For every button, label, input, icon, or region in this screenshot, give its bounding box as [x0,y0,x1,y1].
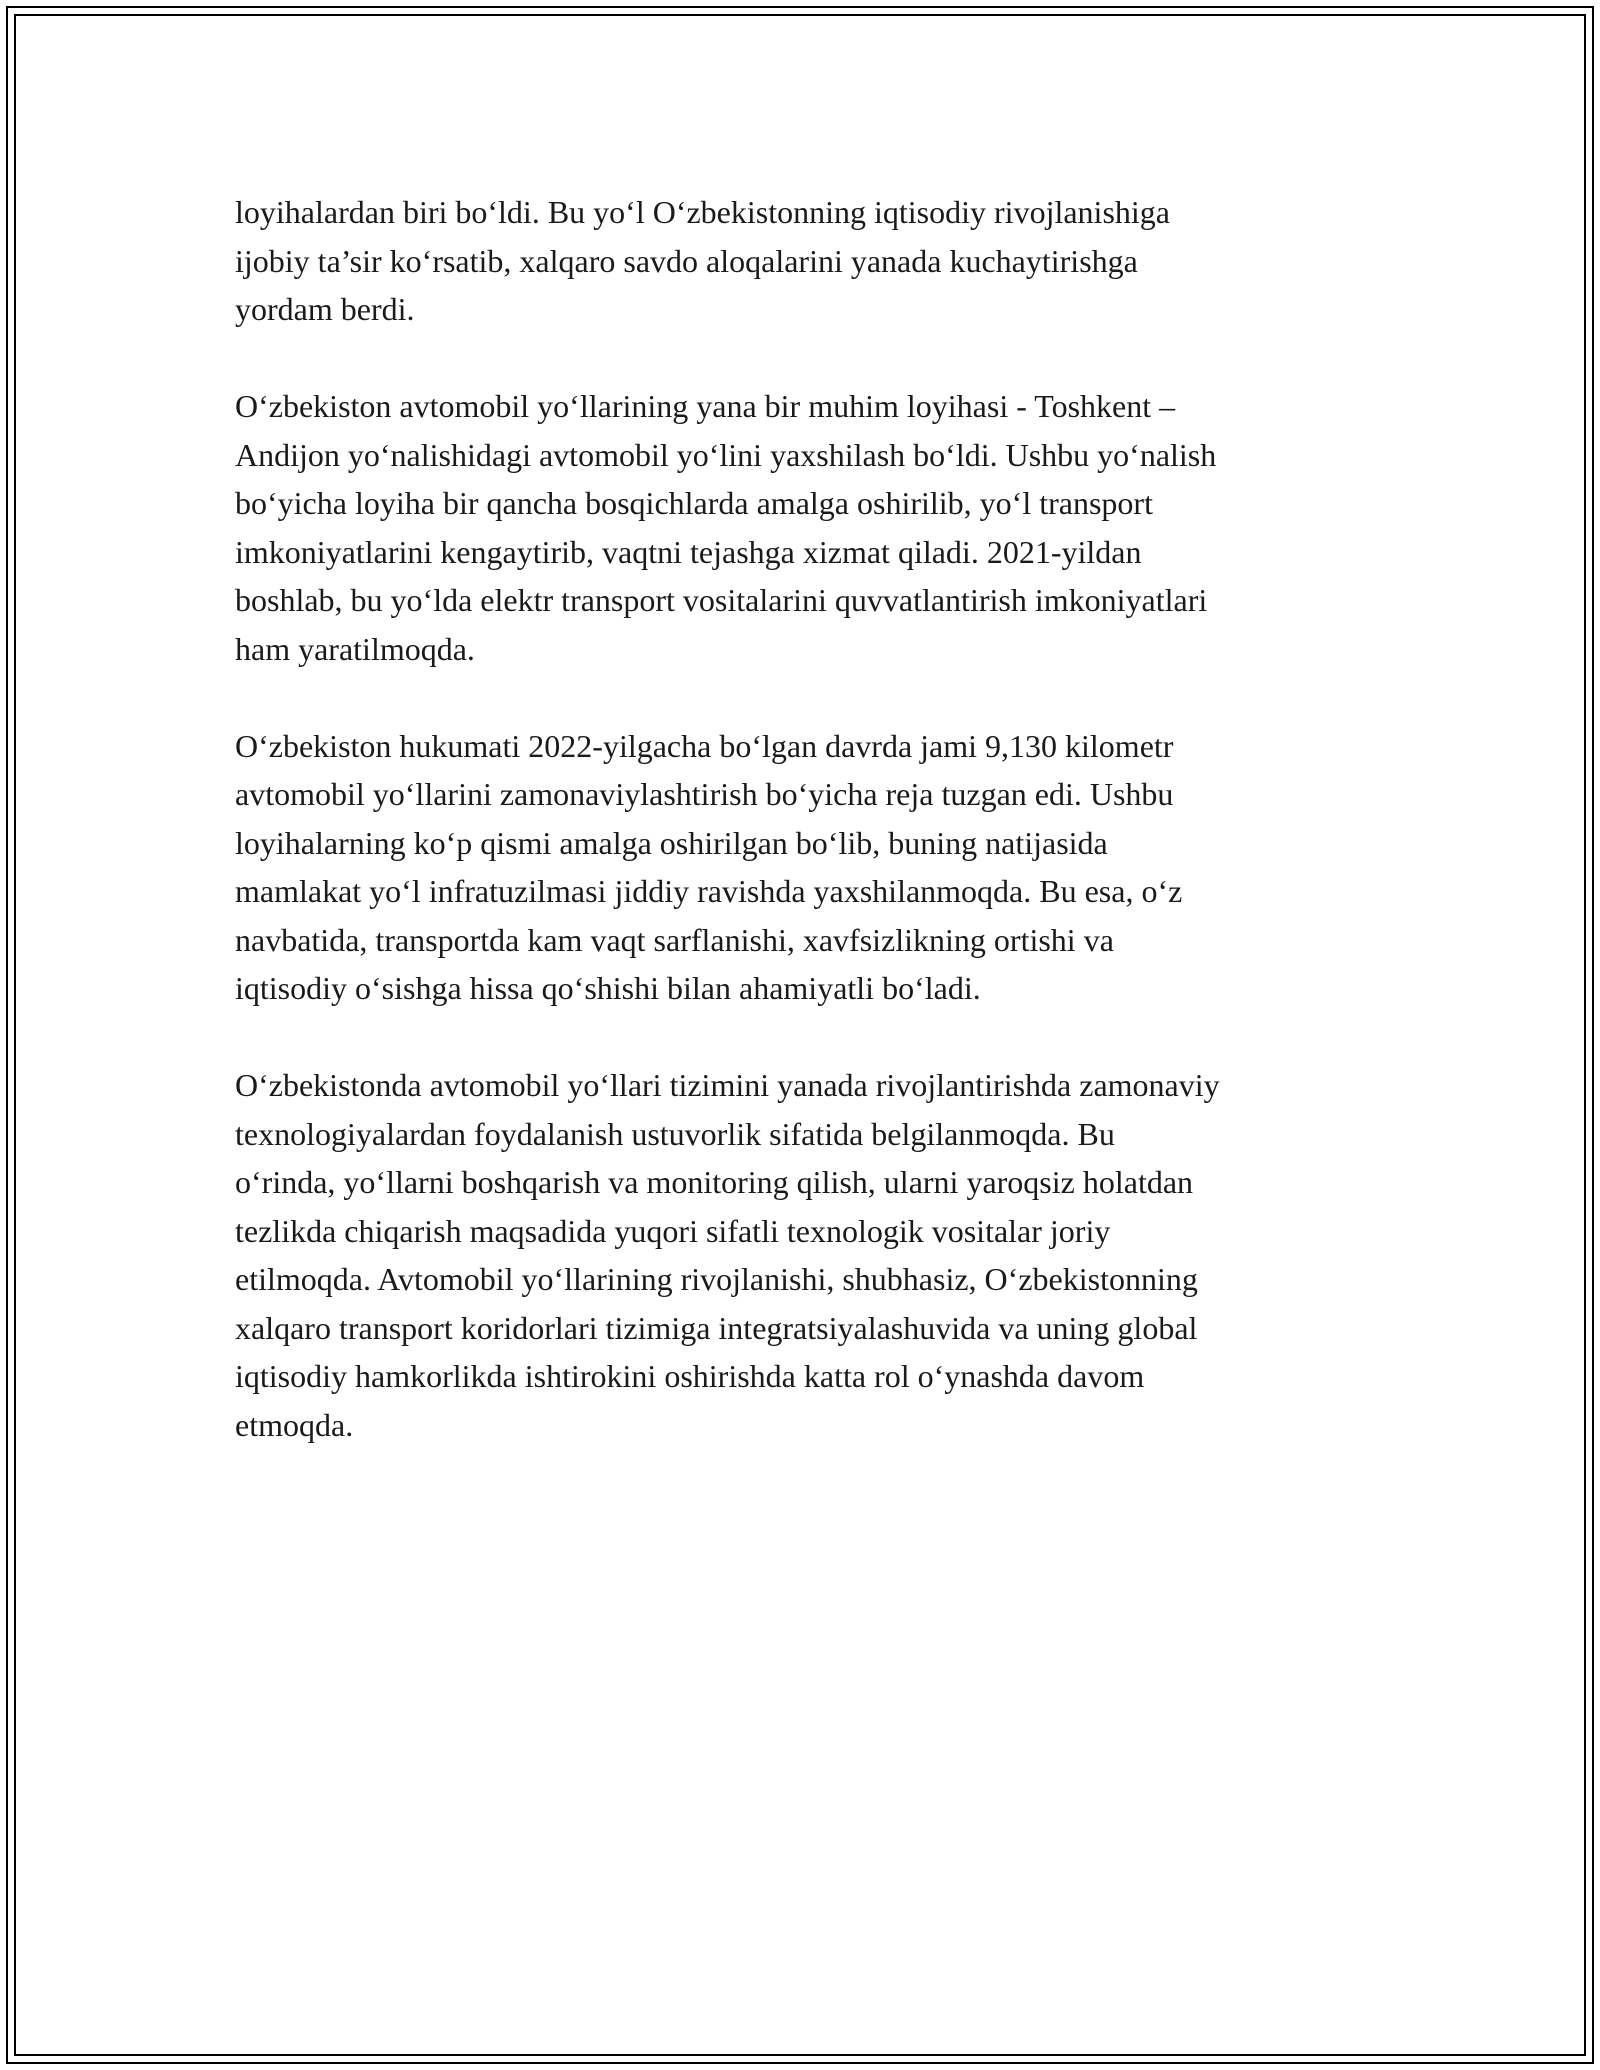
paragraph-4: O‘zbekistonda avtomobil yo‘llari tizimini yanada rivojlantirishda zamonaviy texnologiyalardan foydalanish ustuvorlik sifatida belgilanmoqda. Bu o‘rinda, yo‘llarni boshqarish va monitoring qilish, ularni yaroqsiz holatdan tezlikda chiqarish maqsadida yuqori sifatli texnologik vositalar joriy etilmoqda. Avtomobil yo‘llarining rivojlanishi, shubhasiz, O‘zbekistonning xalqaro transport koridorlari tizimiga integratsiyalashuvida va uning global iqtisodiy hamkorlikda ishtirokini oshirishda katta rol o‘ynashda davom etmoqda. [235,1067,1220,1443]
paragraph-2: O‘zbekiston avtomobil yo‘llarining yana bir muhim loyihasi - Toshkent – Andijon yo‘nalishidagi avtomobil yo‘lini yaxshilash bo‘ldi. Ushbu yo‘nalish bo‘yicha loyiha bir qancha bosqichlarda amalga oshirilib, yo‘l transport imkoniyatlarini kengaytirib, vaqtni tejashga xizmat qiladi. 2021-yildan boshlab, bu yo‘lda elektr transport vositalarini quvvatlantirish imkoniyatlari ham yaratilmoqda. [235,388,1217,667]
paragraph-1: loyihalardan biri bo‘ldi. Bu yo‘l O‘zbekistonning iqtisodiy rivojlanishiga ijobiy ta’sir ko‘rsatib, xalqaro savdo aloqalarini yanada kuchaytirishga yordam berdi. [235,194,1170,327]
paragraph-3: O‘zbekiston hukumati 2022-yilgacha bo‘lgan davrda jami 9,130 kilometr avtomobil yo‘llarini zamonaviylashtirish bo‘yicha reja tuzgan edi. Ushbu loyihalarning ko‘p qismi amalga oshirilgan bo‘lib, buning natijasida mamlakat yo‘l infratuzilmasi jiddiy ravishda yaxshilanmoqda. Bu esa, o‘z navbatida, transportda kam vaqt sarflanishi, xavfsizlikning ortishi va iqtisodiy o‘sishga hissa qo‘shishi bilan ahamiyatli bo‘ladi. [235,727,1183,1006]
document-body [235,188,1385,1498]
